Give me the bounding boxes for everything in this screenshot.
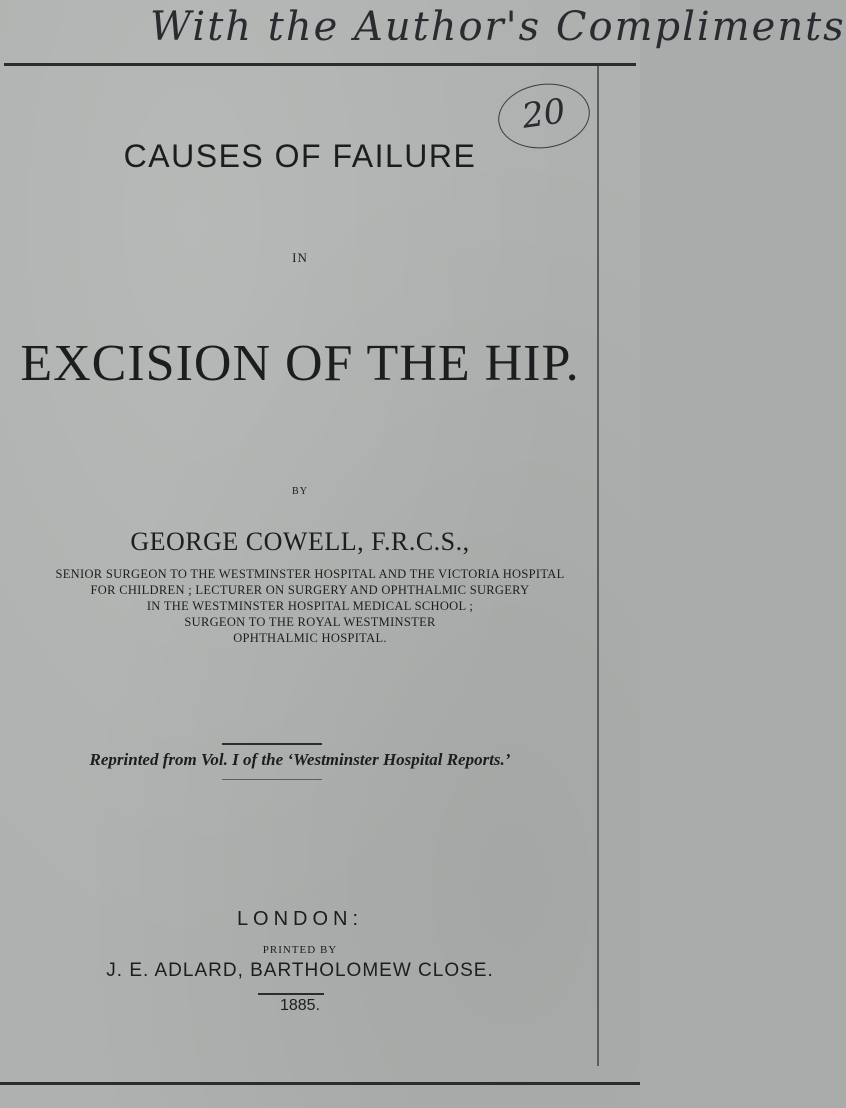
- imprint-city: LONDON:: [236, 908, 364, 930]
- reprint-note: Reprinted from Vol. I of the ‘Westminster Hospital Reports.’: [89, 750, 511, 769]
- circled-number-annotation: 20: [494, 78, 594, 154]
- divider-rule: [222, 779, 322, 780]
- credentials-line: SURGEON TO THE ROYAL WESTMINSTER: [184, 615, 436, 629]
- imprint-printer: J. E. ADLARD, BARTHOLOMEW CLOSE.: [106, 960, 494, 981]
- author-name: GEORGE COWELL, F.R.C.S.,: [130, 527, 470, 556]
- divider-rule: [222, 743, 322, 745]
- title-line-1: CAUSES OF FAILURE: [123, 138, 477, 174]
- year-rule: [258, 993, 324, 995]
- handwritten-inscription: [150, 4, 846, 60]
- byline-label: BY: [292, 486, 308, 497]
- imprint-printed-by: PRINTED BY: [262, 944, 338, 956]
- credentials-line: FOR CHILDREN ; LECTURER ON SURGERY AND OPHTHALMIC SURGERY: [90, 583, 530, 597]
- title-line-2: EXCISION OF THE HIP.: [20, 335, 580, 392]
- credentials-line: IN THE WESTMINSTER HOSPITAL MEDICAL SCHOOL ;: [146, 599, 474, 613]
- credentials-line: OPHTHALMIC HOSPITAL.: [233, 631, 387, 645]
- title-connector: IN: [292, 250, 308, 265]
- imprint-year: 1885.: [279, 997, 321, 1014]
- bottom-rule: [0, 1082, 640, 1085]
- inscription-text: With the Author's Compliments: [150, 4, 846, 50]
- author-credentials: [20, 566, 600, 646]
- credentials-line: SENIOR SURGEON TO THE WESTMINSTER HOSPITAL AND THE VICTORIA HOSPITAL: [55, 567, 565, 581]
- top-rule: [4, 63, 636, 66]
